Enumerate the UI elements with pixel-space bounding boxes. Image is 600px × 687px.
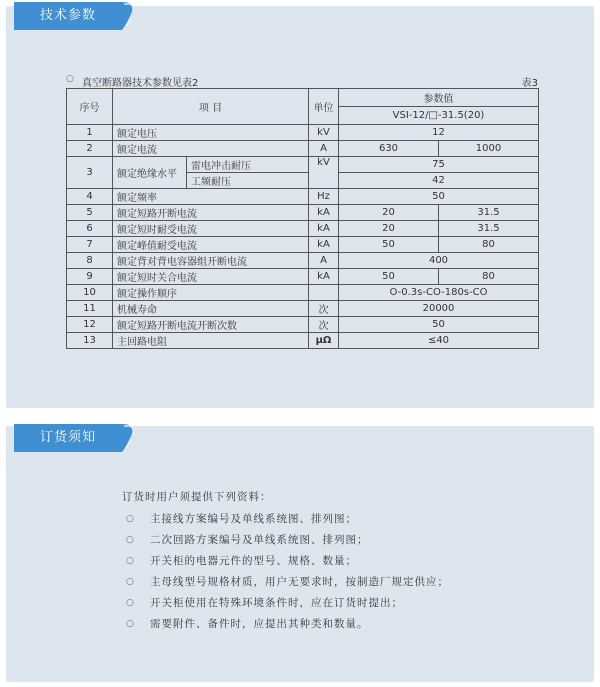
circle-bullet-icon: ○	[126, 577, 135, 587]
row-item: 机械寿命	[113, 301, 309, 317]
row-no: 6	[67, 221, 113, 237]
circle-bullet-icon: ○	[126, 556, 135, 566]
row-no: 2	[67, 141, 113, 157]
table-row	[67, 253, 539, 269]
row-unit: 次	[309, 301, 339, 317]
list-item-text: 主接线方案编号及单线系统图、排列图；	[150, 513, 357, 525]
table-row	[67, 269, 539, 285]
header-unit: 单位	[309, 89, 339, 125]
tech-params-title: 技术参数	[39, 8, 96, 23]
row-item: 额定背对背电容器组开断电流	[113, 253, 309, 269]
table-row	[67, 333, 539, 349]
row-no: 9	[67, 269, 113, 285]
row-item: 额定电流	[113, 141, 309, 157]
row-value-b: 31.5	[439, 205, 539, 221]
row-item: 额定短路开断电流	[113, 205, 309, 221]
ordering-notes-panel	[6, 426, 594, 682]
row-item: 额定短路开断电流开断次数	[113, 317, 309, 333]
list-item-text: 二次回路方案编号及单线系统图、排列图；	[150, 534, 369, 546]
row-unit: kA	[309, 221, 339, 237]
row-no: 13	[67, 333, 113, 349]
row-unit: 次	[309, 317, 339, 333]
row-value: 50	[339, 317, 539, 333]
row-value-b: 31.5	[439, 221, 539, 237]
row-unit: kA	[309, 205, 339, 221]
list-item-text: 开关柜使用在特殊环境条件时，应在订货时提出；	[150, 597, 403, 609]
header-model: VSI-12/□-31.5(20)	[339, 107, 539, 125]
table-number: 表3	[521, 78, 538, 89]
list-item-text: 主母线型号规格材质，用户无要求时，按制造厂规定供应；	[150, 576, 449, 588]
circle-bullet-icon: ○	[126, 514, 135, 524]
row-item: 主回路电阻	[113, 333, 309, 349]
row-item: 额定操作顺序	[113, 285, 309, 301]
list-item	[122, 614, 542, 635]
table-row	[67, 205, 539, 221]
row-value: 400	[339, 253, 539, 269]
row-no: 7	[67, 237, 113, 253]
row-value-b: 80	[439, 269, 539, 285]
table-row	[67, 317, 539, 333]
tech-params-tab	[14, 2, 138, 30]
row-value-a: 50	[339, 237, 439, 253]
row-no: 10	[67, 285, 113, 301]
row-unit: A	[309, 253, 339, 269]
table-row	[67, 285, 539, 301]
row-value: 50	[339, 189, 539, 205]
row-item: 额定频率	[113, 189, 309, 205]
row-no: 4	[67, 189, 113, 205]
table-row	[67, 141, 539, 157]
ordering-notes-list	[122, 486, 542, 635]
row-item: 额定短时耐受电流	[113, 221, 309, 237]
row-no: 8	[67, 253, 113, 269]
row-unit: kV	[309, 157, 339, 189]
ordering-notes-tab	[14, 424, 138, 452]
row-value-b: 80	[439, 237, 539, 253]
circle-bullet-icon: ○	[126, 535, 135, 545]
row-value: 42	[339, 173, 539, 189]
row-sub-item: 雷电冲击耐压	[187, 157, 309, 173]
row-item: 额定电压	[113, 125, 309, 141]
row-value: O-0.3s-CO-180s-CO	[339, 285, 539, 301]
row-unit: kA	[309, 237, 339, 253]
params-table	[66, 88, 539, 349]
row-value: 20000	[339, 301, 539, 317]
row-no: 11	[67, 301, 113, 317]
list-item	[122, 530, 542, 551]
table-row	[67, 157, 539, 173]
table-note: 真空断路器技术参数见表2	[82, 78, 199, 89]
ordering-notes-title: 订货须知	[39, 430, 96, 445]
table-row	[67, 237, 539, 253]
tech-params-panel	[6, 6, 594, 408]
row-unit: Hz	[309, 189, 339, 205]
row-value-a: 20	[339, 205, 439, 221]
row-value-a: 630	[339, 141, 439, 157]
row-no: 1	[67, 125, 113, 141]
table-row	[67, 301, 539, 317]
header-value: 参数值	[339, 89, 539, 107]
header-item: 项 目	[113, 89, 309, 125]
row-value-b: 1000	[439, 141, 539, 157]
row-item: 额定峰值耐受电流	[113, 237, 309, 253]
row-unit: kA	[309, 269, 339, 285]
table-row	[67, 125, 539, 141]
row-sub-item: 工频耐压	[187, 173, 309, 189]
table-row	[67, 221, 539, 237]
row-value: 12	[339, 125, 539, 141]
list-item-text: 需要附件、备件时，应提出其种类和数量。	[150, 618, 369, 630]
row-no: 5	[67, 205, 113, 221]
list-item	[122, 593, 542, 614]
row-value-a: 20	[339, 221, 439, 237]
list-item	[122, 572, 542, 593]
row-item: 额定绝缘水平	[113, 157, 187, 189]
row-value: 75	[339, 157, 539, 173]
row-unit: A	[309, 141, 339, 157]
table-header-row	[67, 89, 539, 107]
circle-bullet-icon: ○	[126, 598, 135, 608]
ordering-intro: 订货时用户须提供下列资料：	[122, 491, 272, 503]
row-value: ≤40	[339, 333, 539, 349]
row-unit: kV	[309, 125, 339, 141]
list-item-text: 开关柜的电器元件的型号、规格、数量；	[150, 555, 357, 567]
list-item	[122, 509, 542, 530]
table-row	[67, 189, 539, 205]
row-value-a: 50	[339, 269, 439, 285]
row-no: 12	[67, 317, 113, 333]
row-item: 额定短时关合电流	[113, 269, 309, 285]
circle-bullet-icon: ○	[66, 74, 74, 84]
row-unit	[309, 285, 339, 301]
row-unit: μΩ	[309, 333, 339, 349]
list-item	[122, 551, 542, 572]
row-no: 3	[67, 157, 113, 189]
circle-bullet-icon: ○	[126, 619, 135, 629]
header-no: 序号	[67, 89, 113, 125]
